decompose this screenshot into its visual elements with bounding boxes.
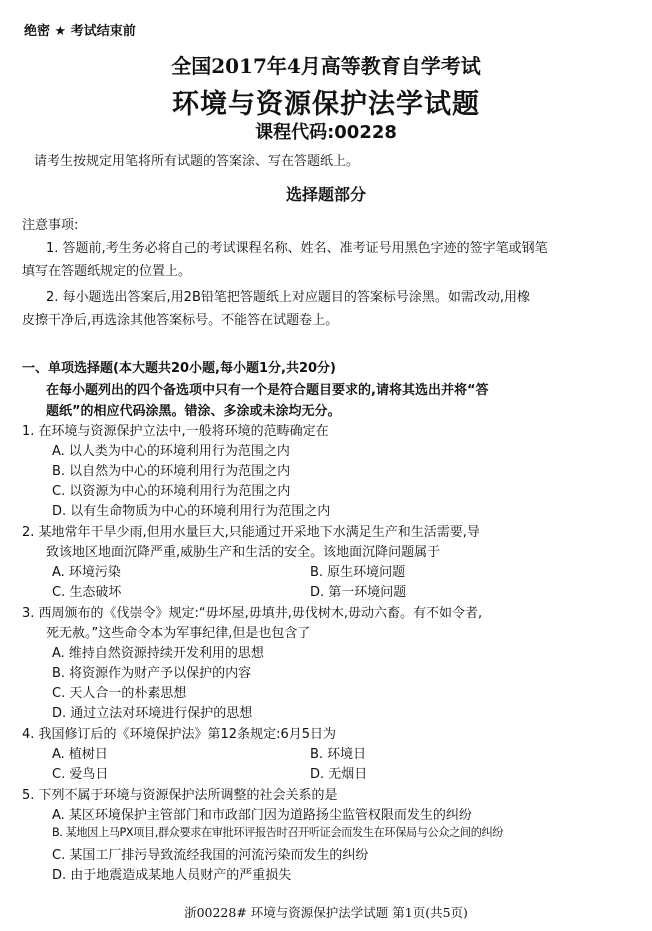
option: D. 第一环境问题 — [310, 585, 407, 600]
secret-label: 绝密 ★ 考试结束前 — [24, 24, 136, 39]
option: D. 以有生命物质为中心的环境利用行为范围之内 — [52, 504, 331, 519]
option: A. 以人类为中心的环境利用行为范围之内 — [52, 444, 290, 459]
option: D. 通过立法对环境进行保护的思想 — [52, 706, 253, 721]
option: C. 爱鸟日 — [52, 767, 109, 782]
option: A. 环境污染 — [52, 565, 121, 580]
option: C. 生态破坏 — [52, 585, 122, 600]
option: D. 由于地震造成某地人员财产的严重损失 — [52, 868, 292, 883]
note-line: 皮擦干净后,再选涂其他答案标号。不能答在试题卷上。 — [22, 313, 339, 328]
question-stem: 死无赦。”这些命令本为军事纪律,但是也包含了 — [46, 626, 311, 641]
question-stem: 4. 我国修订后的《环境保护法》第12条规定:6月5日为 — [22, 727, 336, 742]
option: B. 某地因上马PX项目,群众要求在审批环评报告时召开听证会而发生在环保局与公众之间的纠纷 — [52, 826, 504, 839]
subject-title: 环境与资源保护法学试题 — [172, 89, 480, 120]
option: C. 以资源为中心的环境利用行为范围之内 — [52, 484, 291, 499]
option: D. 无烟日 — [310, 767, 368, 782]
note-line: 填写在答题纸规定的位置上。 — [22, 264, 192, 279]
question-stem: 1. 在环境与资源保护立法中,一般将环境的范畴确定在 — [22, 424, 329, 439]
question-stem: 5. 下列不属于环境与资源保护法所调整的社会关系的是 — [22, 788, 338, 803]
question-stem: 致该地区地面沉降严重,威胁生产和生活的安全。该地面沉降问题属于 — [46, 545, 441, 560]
question-stem: 2. 某地常年干旱少雨,但用水量巨大,只能通过开采地下水满足生产和生活需要,导 — [22, 525, 480, 540]
option: C. 天人合一的朴素思想 — [52, 686, 187, 701]
option: B. 原生环境问题 — [310, 565, 406, 580]
exam-title: 全国2017年4月高等教育自学考试 — [171, 54, 481, 78]
option: B. 以自然为中心的环境利用行为范围之内 — [52, 464, 291, 479]
option: C. 某国工厂排污导致流经我国的河流污染而发生的纠纷 — [52, 848, 369, 863]
option: A. 某区环境保护主管部门和市政部门因为道路扬尘监管权限而发生的纠纷 — [52, 808, 472, 823]
page-footer: 浙00228# 环境与资源保护法学试题 第1页(共5页) — [184, 905, 468, 920]
section-title: 选择题部分 — [285, 185, 366, 204]
question-stem: 3. 西周颁布的《伐崇令》规定:“毋坏屋,毋填井,毋伐树木,毋动六畜。有不如令者, — [22, 606, 483, 621]
option: B. 环境日 — [310, 747, 367, 762]
notes-heading: 注意事项: — [22, 218, 79, 233]
part-one-description: 在每小题列出的四个备选项中只有一个是符合题目要求的,请将其选出并将“答 — [46, 383, 489, 398]
note-line: 1. 答题前,考生务必将自己的考试课程名称、姓名、准考证号用黑色字迹的签字笔或钢笔 — [46, 241, 548, 256]
option: A. 植树日 — [52, 747, 108, 762]
part-one-heading: 一、单项选择题(本大题共20小题,每小题1分,共20分) — [22, 361, 336, 376]
course-code: 课程代码:00228 — [255, 122, 397, 143]
note-line: 2. 每小题选出答案后,用2B铅笔把答题纸上对应题目的答案标号涂黑。如需改动,用橡 — [46, 290, 530, 305]
option: A. 维持自然资源持续开发利用的思想 — [52, 646, 264, 661]
part-one-description: 题纸”的相应代码涂黑。错涂、多涂或未涂均无分。 — [46, 404, 341, 419]
answer-instruction: 请考生按规定用笔将所有试题的答案涂、写在答题纸上。 — [34, 154, 360, 169]
option: B. 将资源作为财产予以保护的内容 — [52, 666, 252, 681]
